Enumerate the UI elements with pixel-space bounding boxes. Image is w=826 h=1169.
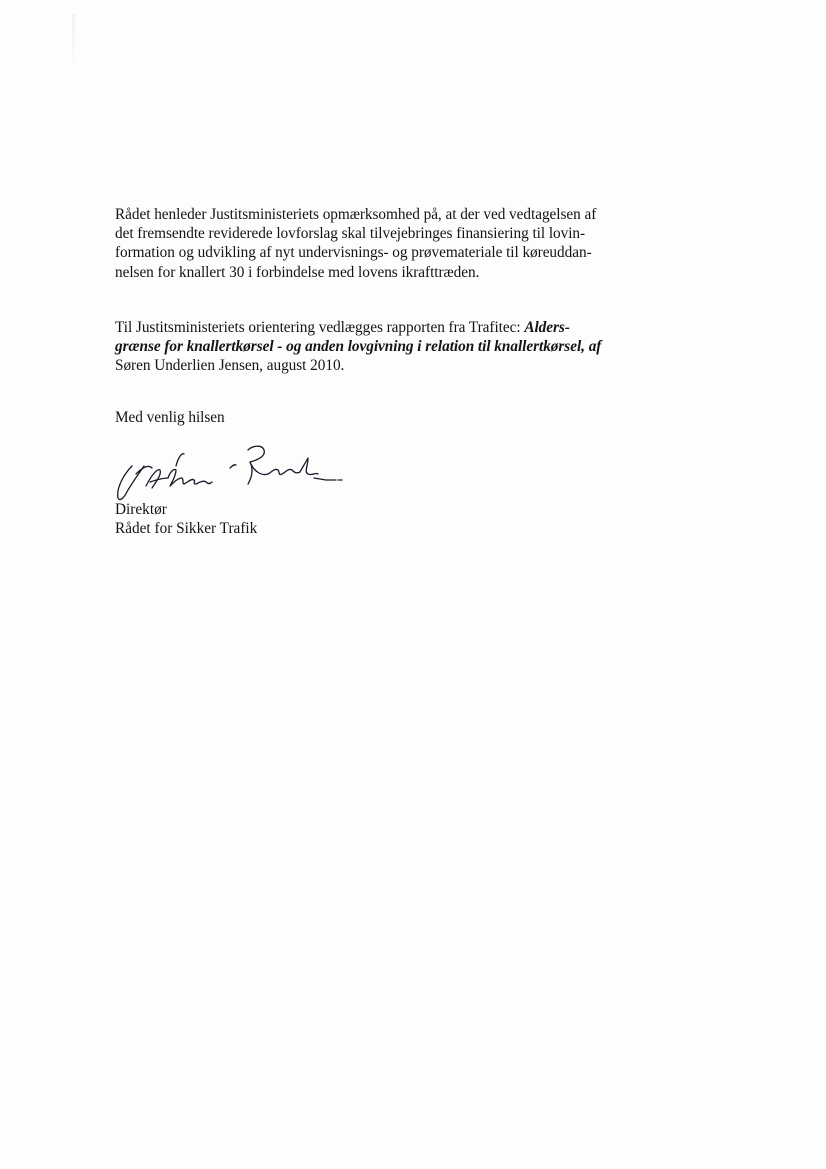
signer-block xyxy=(115,500,257,538)
text-line: det fremsendte reviderede lovforslag skal tilvejebringes finansiering til lovin- xyxy=(115,225,586,243)
text-line: Søren Underlien Jensen, august 2010. xyxy=(115,357,345,375)
text-plain: Til Justitsministeriets orientering vedlægges rapporten fra Trafitec: xyxy=(115,319,525,336)
text-line xyxy=(115,337,601,356)
text-line: nelsen for knallert 30 i forbindelse med lovens ikrafttræden. xyxy=(115,263,480,281)
closing-greeting: Med venlig hilsen xyxy=(115,409,225,426)
handwritten-signature xyxy=(112,438,348,506)
report-title-part: grænse for knallertkørsel - og anden lovgivning i relation til knallertkørsel, af xyxy=(115,338,602,356)
signer-organization: Rådet for Sikker Trafik xyxy=(115,520,258,538)
report-title-part: Alders- xyxy=(524,319,570,336)
scan-artifact xyxy=(72,14,75,62)
signer-title: Direktør xyxy=(115,501,167,518)
paragraph-report-reference xyxy=(115,318,601,376)
text-line: Rådet henleder Justitsministeriets opmærksomhed på, at der ved vedtagelsen af xyxy=(115,206,597,223)
text-line: formation og udvikling af nyt undervisnings- og prøvemateriale til køreuddan- xyxy=(115,244,592,262)
text-line xyxy=(115,318,601,337)
paragraph-financing-notice xyxy=(115,205,596,282)
